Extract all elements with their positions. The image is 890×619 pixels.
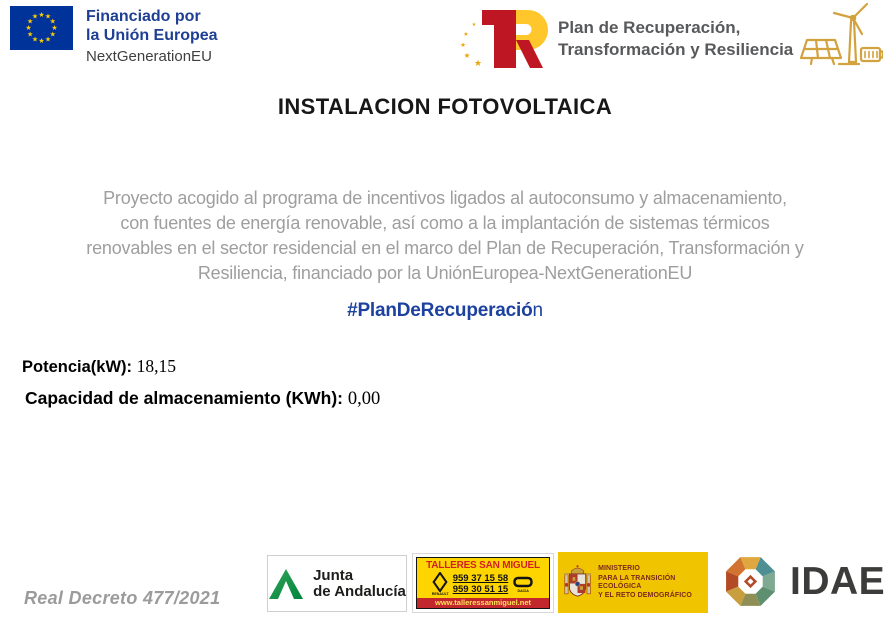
paragraph-line: con fuentes de energía renovable, así como a la implantación de sistemas térmicos (120, 213, 770, 233)
idae-name: IDAE (790, 560, 886, 603)
talleres-name: TALLERES SAN MIGUEL (426, 560, 540, 571)
prtr-block (450, 4, 793, 74)
junta-line2: de Andalucía (313, 582, 406, 600)
svg-text:★: ★ (460, 41, 466, 49)
talleres-phone1: 959 37 15 58 (452, 573, 509, 584)
page-title: INSTALACION FOTOVOLTAICA (277, 94, 613, 119)
eu-funded-line1: Financiado por (86, 8, 201, 25)
ministerio-logo (558, 552, 708, 613)
junta-line1: Junta (313, 566, 354, 584)
junta-andalucia-logo (267, 555, 407, 612)
talleres-website: www.talleressanmiguel.net (417, 598, 549, 608)
paragraph-line: Proyecto acogido al programa de incentivos ligados al autoconsumo y almacenamiento, (103, 188, 787, 208)
real-decreto-label: Real Decreto 477/2021 (24, 588, 221, 608)
svg-text:★: ★ (38, 11, 45, 19)
svg-text:★: ★ (27, 30, 34, 39)
renewables-energy-icon (793, 2, 883, 82)
eu-nextgeneration-label: NextGenerationEU (86, 48, 212, 65)
paragraph-line: renovables en el sector residencial en el marco del Plan de Recuperación, Transformación y (86, 238, 804, 258)
eu-flag-icon (10, 6, 73, 50)
svg-text:★: ★ (463, 51, 471, 60)
storage-field (25, 388, 380, 410)
renault-label: RENAULT (431, 592, 449, 596)
ministerio-line2: PARA LA TRANSICIÓN ECOLÓGICA (598, 574, 676, 590)
svg-text:★: ★ (27, 17, 34, 26)
power-value: 18,15 (136, 356, 176, 376)
svg-text:★: ★ (38, 37, 45, 45)
eu-funding-block (10, 6, 218, 66)
talleres-badge (416, 557, 550, 609)
svg-text:★: ★ (25, 24, 32, 32)
dacia-brand (512, 576, 534, 593)
power-field (22, 356, 176, 377)
svg-text:★: ★ (31, 12, 39, 21)
spain-coat-of-arms-icon (563, 560, 592, 606)
ministerio-line1: MINISTERIO (598, 565, 640, 572)
svg-text:★: ★ (44, 35, 52, 44)
power-label: Potencia(kW): (22, 358, 133, 376)
svg-text:★: ★ (44, 12, 52, 21)
svg-text:★: ★ (471, 22, 477, 28)
hashtag-main: #PlanDeRecuperació (347, 300, 533, 321)
talleres-phone2: 959 30 51 15 (452, 584, 509, 595)
prtr-line2: Transformación y Resiliencia (558, 40, 794, 59)
hashtag-tail: n (532, 300, 543, 321)
program-paragraph (0, 186, 890, 286)
svg-text:★: ★ (51, 24, 58, 32)
svg-text:★: ★ (49, 17, 56, 26)
svg-text:★: ★ (473, 59, 483, 69)
hashtag-plan-de-recuperacion (0, 300, 890, 322)
renault-brand (432, 572, 449, 596)
prtr-tr-mark-icon (450, 4, 550, 74)
junta-andalucia-a-icon (268, 568, 304, 600)
svg-text:★: ★ (31, 35, 39, 44)
ministerio-line3: Y EL RETO DEMOGRÁFICO (598, 591, 692, 599)
svg-text:★: ★ (463, 31, 469, 38)
paragraph-line: Resiliencia, financiado por la UniónEuropea-NextGenerationEU (197, 263, 693, 283)
eu-funded-line2: la Unión Europea (86, 27, 218, 44)
idae-logo (722, 553, 885, 610)
talleres-san-miguel-logo (412, 553, 554, 613)
storage-value: 0,00 (347, 389, 381, 409)
idae-knot-icon (722, 553, 779, 610)
storage-label: Capacidad de almacenamiento (KWh): (25, 388, 343, 408)
prtr-line1: Plan de Recuperación, (558, 18, 741, 37)
dacia-link-icon (512, 576, 534, 589)
renault-diamond-icon (432, 572, 448, 592)
dacia-label: DACIA (517, 588, 529, 593)
svg-text:★: ★ (49, 30, 56, 39)
